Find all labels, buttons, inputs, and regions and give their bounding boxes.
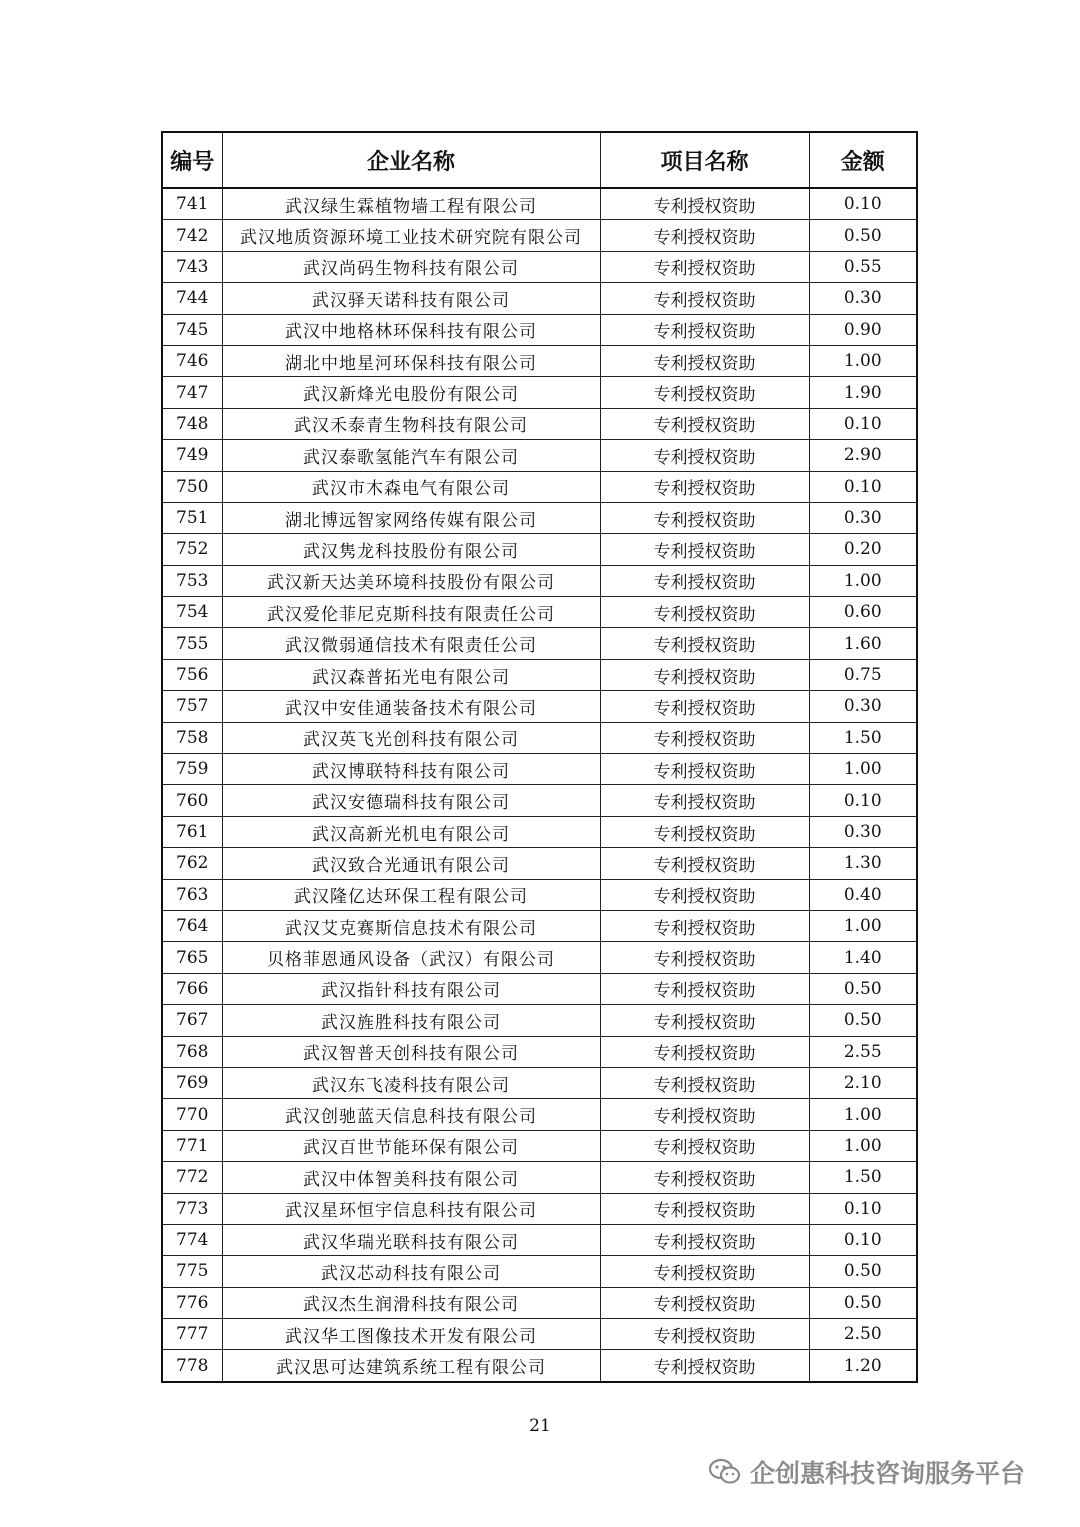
table-row [162,220,917,251]
wechat-icon [708,1457,742,1487]
amount: 0.30 [809,691,917,722]
row-number: 746 [162,345,222,376]
company-name: 武汉指针科技有限公司 [222,973,600,1004]
row-number: 760 [162,785,222,816]
amount: 1.00 [809,565,917,596]
table-row [162,1193,917,1224]
amount: 0.10 [809,188,917,220]
amount: 1.20 [809,1350,917,1382]
table-row [162,722,917,753]
amount: 0.50 [809,1256,917,1287]
project-name: 专利授权资助 [600,1036,809,1067]
amount: 0.90 [809,314,917,345]
project-name: 专利授权资助 [600,1319,809,1350]
page-number: 21 [529,1416,551,1436]
table-row [162,251,917,282]
header-amount: 金额 [809,132,917,188]
project-name: 专利授权资助 [600,973,809,1004]
project-name: 专利授权资助 [600,188,809,220]
funding-table [161,131,918,1383]
row-number: 763 [162,879,222,910]
row-number: 749 [162,440,222,471]
company-name: 武汉华瑞光联科技有限公司 [222,1224,600,1255]
row-number: 748 [162,408,222,439]
table-row [162,691,917,722]
project-name: 专利授权资助 [600,722,809,753]
row-number: 774 [162,1224,222,1255]
table-row [162,471,917,502]
row-number: 741 [162,188,222,220]
amount: 2.10 [809,1067,917,1098]
row-number: 767 [162,1005,222,1036]
table-row [162,1099,917,1130]
company-name: 武汉泰歌氢能汽车有限公司 [222,440,600,471]
company-name: 湖北中地星河环保科技有限公司 [222,345,600,376]
project-name: 专利授权资助 [600,628,809,659]
company-name: 贝格菲恩通风设备（武汉）有限公司 [222,942,600,973]
company-name: 武汉芯动科技有限公司 [222,1256,600,1287]
project-name: 专利授权资助 [600,440,809,471]
company-name: 武汉安德瑞科技有限公司 [222,785,600,816]
table-row [162,534,917,565]
company-name: 武汉星环恒宇信息科技有限公司 [222,1193,600,1224]
row-number: 765 [162,942,222,973]
company-name: 武汉华工图像技术开发有限公司 [222,1319,600,1350]
project-name: 专利授权资助 [600,1256,809,1287]
project-name: 专利授权资助 [600,1224,809,1255]
row-number: 744 [162,283,222,314]
amount: 0.60 [809,597,917,628]
company-name: 武汉智普天创科技有限公司 [222,1036,600,1067]
company-name: 武汉中体智美科技有限公司 [222,1162,600,1193]
company-name: 武汉中安佳通装备技术有限公司 [222,691,600,722]
row-number: 757 [162,691,222,722]
row-number: 759 [162,754,222,785]
amount: 2.50 [809,1319,917,1350]
project-name: 专利授权资助 [600,691,809,722]
row-number: 775 [162,1256,222,1287]
table-row [162,1162,917,1193]
row-number: 776 [162,1287,222,1318]
company-name: 武汉百世节能环保有限公司 [222,1130,600,1161]
company-name: 武汉市木森电气有限公司 [222,471,600,502]
company-name: 武汉森普拓光电有限公司 [222,659,600,690]
amount: 1.60 [809,628,917,659]
amount: 0.10 [809,1193,917,1224]
project-name: 专利授权资助 [600,345,809,376]
table-row [162,1256,917,1287]
table-header-row [162,132,917,188]
row-number: 745 [162,314,222,345]
table-row [162,879,917,910]
company-name: 武汉杰生润滑科技有限公司 [222,1287,600,1318]
amount: 0.10 [809,785,917,816]
project-name: 专利授权资助 [600,816,809,847]
amount: 1.50 [809,1162,917,1193]
project-name: 专利授权资助 [600,314,809,345]
table-row [162,1350,917,1382]
company-name: 武汉致合光通讯有限公司 [222,848,600,879]
company-name: 武汉地质资源环境工业技术研究院有限公司 [222,220,600,251]
table-row [162,565,917,596]
table-row [162,1005,917,1036]
project-name: 专利授权资助 [600,1162,809,1193]
amount: 0.50 [809,220,917,251]
amount: 1.30 [809,848,917,879]
table-row [162,785,917,816]
company-name: 武汉微弱通信技术有限责任公司 [222,628,600,659]
watermark-text: 企创惠科技咨询服务平台 [750,1459,1026,1488]
table-row [162,377,917,408]
project-name: 专利授权资助 [600,1005,809,1036]
row-number: 753 [162,565,222,596]
company-name: 武汉新烽光电股份有限公司 [222,377,600,408]
project-name: 专利授权资助 [600,283,809,314]
table-row [162,910,917,941]
project-name: 专利授权资助 [600,942,809,973]
company-name: 武汉绿生霖植物墙工程有限公司 [222,188,600,220]
row-number: 771 [162,1130,222,1161]
amount: 0.55 [809,251,917,282]
table-row [162,314,917,345]
company-name: 武汉隆亿达环保工程有限公司 [222,879,600,910]
company-name: 武汉中地格林环保科技有限公司 [222,314,600,345]
row-number: 754 [162,597,222,628]
table-row [162,848,917,879]
row-number: 773 [162,1193,222,1224]
table-row [162,628,917,659]
amount: 1.40 [809,942,917,973]
amount: 0.30 [809,283,917,314]
row-number: 772 [162,1162,222,1193]
row-number: 777 [162,1319,222,1350]
project-name: 专利授权资助 [600,408,809,439]
table-row [162,659,917,690]
table-row [162,188,917,220]
row-number: 751 [162,502,222,533]
amount: 1.90 [809,377,917,408]
table-row [162,283,917,314]
company-name: 武汉英飞光创科技有限公司 [222,722,600,753]
amount: 1.00 [809,910,917,941]
row-number: 752 [162,534,222,565]
company-name: 武汉创驰蓝天信息科技有限公司 [222,1099,600,1130]
amount: 0.50 [809,1287,917,1318]
row-number: 764 [162,910,222,941]
amount: 2.55 [809,1036,917,1067]
project-name: 专利授权资助 [600,534,809,565]
company-name: 武汉驿天诺科技有限公司 [222,283,600,314]
amount: 0.10 [809,1224,917,1255]
table-row [162,973,917,1004]
header-company-name: 企业名称 [222,132,600,188]
amount: 1.50 [809,722,917,753]
company-name: 武汉博联特科技有限公司 [222,754,600,785]
project-name: 专利授权资助 [600,377,809,408]
table-row [162,1067,917,1098]
table-row [162,1036,917,1067]
company-name: 武汉思可达建筑系统工程有限公司 [222,1350,600,1382]
row-number: 747 [162,377,222,408]
project-name: 专利授权资助 [600,597,809,628]
row-number: 770 [162,1099,222,1130]
row-number: 758 [162,722,222,753]
company-name: 武汉旌胜科技有限公司 [222,1005,600,1036]
table-row [162,502,917,533]
amount: 0.30 [809,816,917,847]
amount: 1.00 [809,754,917,785]
amount: 0.50 [809,1005,917,1036]
row-number: 743 [162,251,222,282]
company-name: 武汉东飞凌科技有限公司 [222,1067,600,1098]
project-name: 专利授权资助 [600,1067,809,1098]
table-row [162,440,917,471]
project-name: 专利授权资助 [600,1130,809,1161]
project-name: 专利授权资助 [600,565,809,596]
project-name: 专利授权资助 [600,1350,809,1382]
amount: 0.30 [809,502,917,533]
project-name: 专利授权资助 [600,754,809,785]
project-name: 专利授权资助 [600,1193,809,1224]
table-row [162,816,917,847]
amount: 1.00 [809,1130,917,1161]
row-number: 768 [162,1036,222,1067]
project-name: 专利授权资助 [600,1287,809,1318]
project-name: 专利授权资助 [600,220,809,251]
company-name: 湖北博远智家网络传媒有限公司 [222,502,600,533]
amount: 0.75 [809,659,917,690]
amount: 1.00 [809,345,917,376]
row-number: 750 [162,471,222,502]
table-row [162,942,917,973]
table-row [162,597,917,628]
header-project-name: 项目名称 [600,132,809,188]
project-name: 专利授权资助 [600,659,809,690]
project-name: 专利授权资助 [600,848,809,879]
table-row [162,754,917,785]
amount: 0.10 [809,471,917,502]
company-name: 武汉高新光机电有限公司 [222,816,600,847]
row-number: 742 [162,220,222,251]
project-name: 专利授权资助 [600,1099,809,1130]
amount: 0.50 [809,973,917,1004]
company-name: 武汉艾克赛斯信息技术有限公司 [222,910,600,941]
table-row [162,1319,917,1350]
row-number: 778 [162,1350,222,1382]
row-number: 756 [162,659,222,690]
project-name: 专利授权资助 [600,785,809,816]
company-name: 武汉禾泰青生物科技有限公司 [222,408,600,439]
project-name: 专利授权资助 [600,910,809,941]
project-name: 专利授权资助 [600,502,809,533]
amount: 0.20 [809,534,917,565]
row-number: 762 [162,848,222,879]
table-row [162,1130,917,1161]
row-number: 761 [162,816,222,847]
row-number: 755 [162,628,222,659]
table-row [162,408,917,439]
table-body [162,188,917,1382]
project-name: 专利授权资助 [600,471,809,502]
company-name: 武汉新天达美环境科技股份有限公司 [222,565,600,596]
header-number: 编号 [162,132,222,188]
amount: 0.40 [809,879,917,910]
watermark [708,1455,1025,1489]
table-row [162,345,917,376]
table-row [162,1287,917,1318]
project-name: 专利授权资助 [600,251,809,282]
row-number: 766 [162,973,222,1004]
table-row [162,1224,917,1255]
amount: 2.90 [809,440,917,471]
project-name: 专利授权资助 [600,879,809,910]
amount: 1.00 [809,1099,917,1130]
amount: 0.10 [809,408,917,439]
company-name: 武汉尚码生物科技有限公司 [222,251,600,282]
row-number: 769 [162,1067,222,1098]
company-name: 武汉隽龙科技股份有限公司 [222,534,600,565]
company-name: 武汉爱伦菲尼克斯科技有限责任公司 [222,597,600,628]
